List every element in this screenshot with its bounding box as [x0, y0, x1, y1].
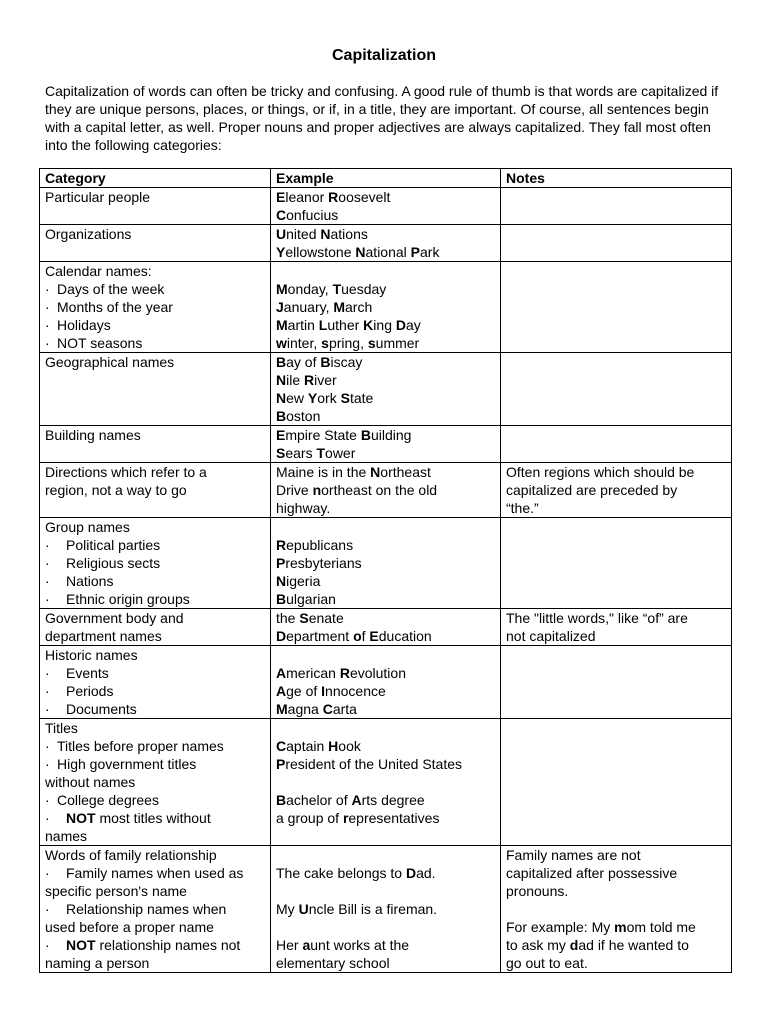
table-row — [40, 353, 732, 426]
notes-line: pronouns. — [506, 883, 569, 899]
category-line: · Family names when used as — [45, 864, 265, 882]
category-line: · Relationship names when — [45, 900, 265, 918]
category-line: · High government titles — [45, 755, 265, 773]
table-header-row — [40, 169, 732, 188]
notes-line: capitalized after possessive — [506, 865, 678, 881]
example-line — [276, 882, 495, 900]
header-example: Example — [271, 169, 501, 188]
example-line: Confucius — [276, 207, 339, 223]
table-row — [40, 463, 732, 518]
example-line: Magna Carta — [276, 701, 357, 717]
header-category: Category — [40, 169, 271, 188]
notes-line: Often regions which should be — [506, 464, 695, 480]
notes-cell — [501, 609, 732, 646]
intro-line: into the following categories: — [45, 137, 222, 153]
example-line: January, March — [276, 299, 373, 315]
category-line: Words of family relationship — [45, 847, 217, 863]
example-line: Her aunt works at the — [276, 937, 410, 953]
category-line: Building names — [45, 427, 141, 443]
example-line: Department of Education — [276, 628, 432, 644]
category-line: · College degrees — [45, 791, 265, 809]
example-line: elementary school — [276, 955, 390, 971]
notes-line: The "little words," like “of” are — [506, 610, 688, 626]
example-cell — [271, 609, 501, 646]
example-line — [276, 262, 495, 280]
notes-line: capitalized are preceded by — [506, 482, 678, 498]
example-line: My Uncle Bill is a fireman. — [276, 901, 438, 917]
category-cell — [40, 846, 271, 973]
category-line: names — [45, 828, 88, 844]
table-row — [40, 225, 732, 262]
notes-line: “the.” — [506, 500, 539, 516]
example-cell — [271, 188, 501, 225]
category-line: Titles — [45, 720, 78, 736]
example-line: highway. — [276, 500, 331, 516]
category-line: · NOT seasons — [45, 334, 265, 352]
notes-line: go out to eat. — [506, 955, 588, 971]
intro-line: with a capital letter, as well. Proper nouns and proper adjectives are always capitalized. They fall most often — [45, 119, 711, 135]
example-cell — [271, 463, 501, 518]
category-cell — [40, 188, 271, 225]
example-line: Drive northeast on the old — [276, 482, 438, 498]
example-line: The cake belongs to Dad. — [276, 865, 436, 881]
example-line: Yellowstone National Park — [276, 244, 440, 260]
example-line: Captain Hook — [276, 738, 361, 754]
example-line: Bulgarian — [276, 591, 336, 607]
category-line: · Titles before proper names — [45, 737, 265, 755]
example-cell — [271, 518, 501, 609]
table-row — [40, 262, 732, 353]
example-line: Bay of Biscay — [276, 354, 363, 370]
category-line: · Holidays — [45, 316, 265, 334]
example-line: Nigeria — [276, 573, 321, 589]
example-line — [276, 646, 495, 664]
example-line: New York State — [276, 390, 374, 406]
category-line: used before a proper name — [45, 919, 214, 935]
notes-cell — [501, 719, 732, 846]
category-line: Organizations — [45, 226, 132, 242]
page-title: Capitalization — [331, 47, 436, 64]
example-cell — [271, 846, 501, 973]
notes-cell — [501, 518, 732, 609]
table-row — [40, 609, 732, 646]
notes-cell — [501, 262, 732, 353]
notes-cell — [501, 846, 732, 973]
category-line: · Religious sects — [45, 554, 265, 572]
example-line — [276, 719, 495, 737]
notes-line: to ask my dad if he wanted to — [506, 937, 689, 953]
category-cell — [40, 353, 271, 426]
example-line: United Nations — [276, 226, 368, 242]
example-line — [276, 846, 495, 864]
category-line: Particular people — [45, 189, 151, 205]
example-cell — [271, 646, 501, 719]
example-line: Boston — [276, 408, 321, 424]
example-line: Maine is in the Northeast — [276, 464, 431, 480]
category-cell — [40, 262, 271, 353]
category-line: department names — [45, 628, 162, 644]
example-cell — [271, 353, 501, 426]
example-line: Sears Tower — [276, 445, 356, 461]
category-line: without names — [45, 774, 136, 790]
category-line: Geographical names — [45, 354, 175, 370]
category-line: Directions which refer to a — [45, 464, 207, 480]
notes-line: Family names are not — [506, 847, 641, 863]
notes-line: not capitalized — [506, 628, 596, 644]
example-line: winter, spring, summer — [276, 335, 420, 351]
table-row — [40, 518, 732, 609]
example-line: President of the United States — [276, 756, 463, 772]
example-line — [276, 918, 495, 936]
table-row — [40, 426, 732, 463]
category-cell — [40, 426, 271, 463]
category-line: Group names — [45, 519, 130, 535]
category-cell — [40, 463, 271, 518]
intro-paragraph — [45, 82, 735, 154]
example-line: Bachelor of Arts degree — [276, 792, 425, 808]
notes-line — [506, 900, 726, 918]
example-line — [276, 773, 495, 791]
category-line: Calendar names: — [45, 263, 152, 279]
category-cell — [40, 719, 271, 846]
category-line: · Days of the week — [45, 280, 265, 298]
table-body — [40, 188, 732, 973]
example-line: Age of Innocence — [276, 683, 386, 699]
notes-cell — [501, 426, 732, 463]
category-line: · Political parties — [45, 536, 265, 554]
notes-cell — [501, 463, 732, 518]
example-cell — [271, 262, 501, 353]
category-line: naming a person — [45, 955, 150, 971]
category-cell — [40, 518, 271, 609]
example-line: Empire State Building — [276, 427, 412, 443]
example-cell — [271, 426, 501, 463]
notes-cell — [501, 646, 732, 719]
notes-line: For example: My mom told me — [506, 919, 696, 935]
notes-cell — [501, 353, 732, 426]
category-line: specific person's name — [45, 883, 187, 899]
category-line: · NOT relationship names not — [45, 936, 265, 954]
category-line: · Nations — [45, 572, 265, 590]
example-line: Monday, Tuesday — [276, 281, 387, 297]
category-line: · Events — [45, 664, 265, 682]
example-line: Presbyterians — [276, 555, 362, 571]
example-cell — [271, 719, 501, 846]
example-line: Martin Luther King Day — [276, 317, 421, 333]
table-row — [40, 646, 732, 719]
category-line: Government body and — [45, 610, 184, 626]
example-cell — [271, 225, 501, 262]
category-cell — [40, 225, 271, 262]
category-line: · NOT most titles without — [45, 809, 265, 827]
example-line: a group of representatives — [276, 810, 440, 826]
notes-cell — [501, 225, 732, 262]
category-line: region, not a way to go — [45, 482, 187, 498]
category-cell — [40, 646, 271, 719]
table-row — [40, 846, 732, 973]
intro-line: Capitalization of words can often be tricky and confusing. A good rule of thumb is that words are capitalized if — [45, 83, 719, 99]
table-row — [40, 719, 732, 846]
example-line — [276, 518, 495, 536]
intro-line: they are unique persons, places, or things, or if, in a title, they are important. Of course, all sentences begin — [45, 101, 709, 117]
category-cell — [40, 609, 271, 646]
example-line: Eleanor Roosevelt — [276, 189, 391, 205]
category-line: · Months of the year — [45, 298, 265, 316]
table-row — [40, 188, 732, 225]
category-line: · Ethnic origin groups — [45, 590, 265, 608]
capitalization-table — [39, 168, 732, 973]
header-notes: Notes — [501, 169, 732, 188]
category-line: Historic names — [45, 647, 138, 663]
notes-cell — [501, 188, 732, 225]
example-line: Republicans — [276, 537, 354, 553]
example-line: American Revolution — [276, 665, 406, 681]
category-line: · Documents — [45, 700, 265, 718]
example-line: the Senate — [276, 610, 344, 626]
example-line: Nile River — [276, 372, 337, 388]
category-line: · Periods — [45, 682, 265, 700]
